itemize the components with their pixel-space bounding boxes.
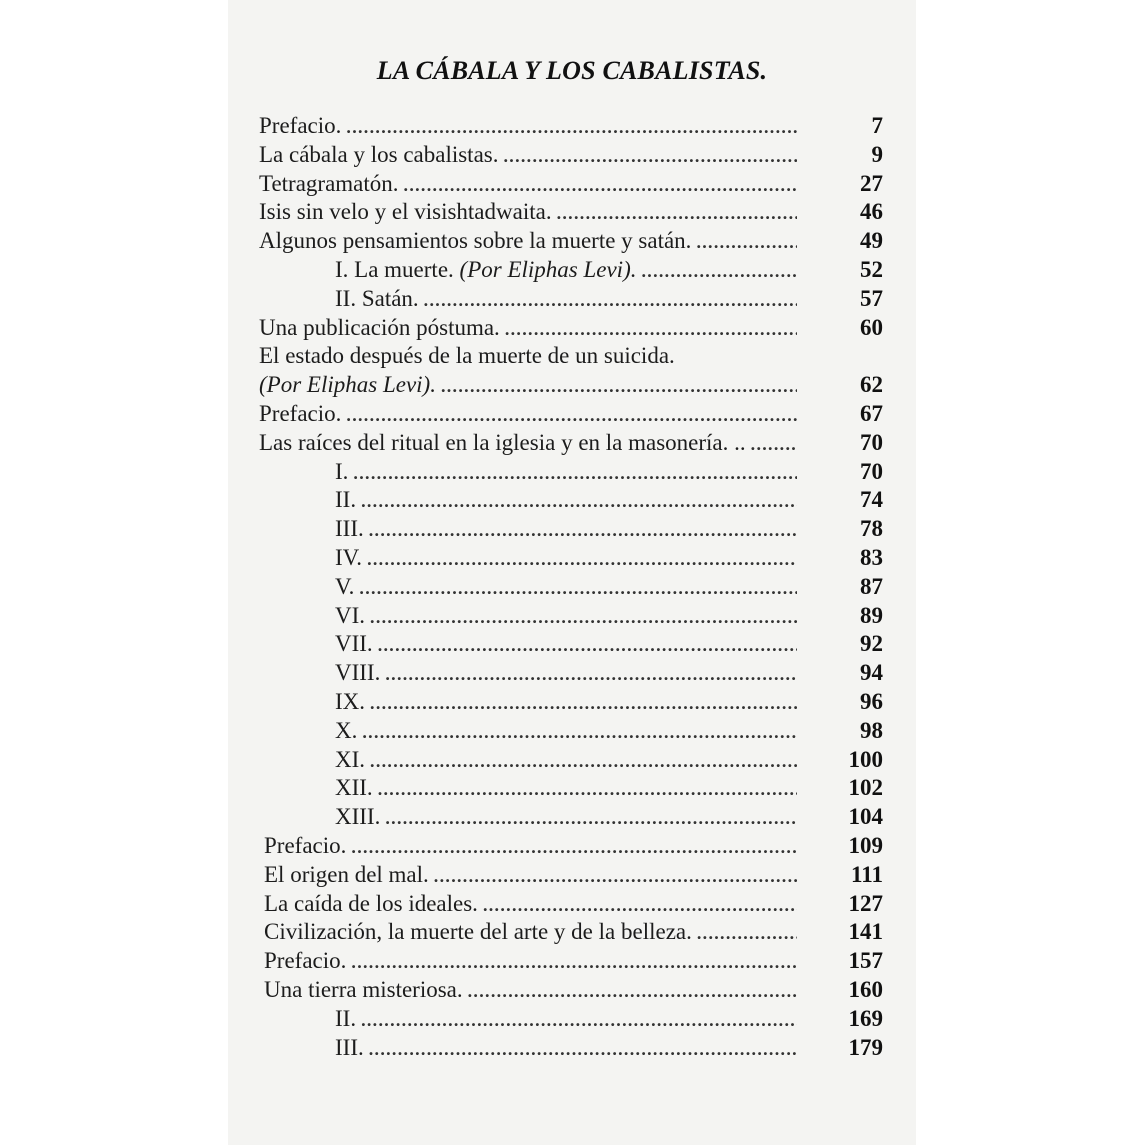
toc-entry-author: (Por Eliphas Levi).	[259, 372, 436, 397]
toc-entry-label: III.	[335, 1035, 364, 1060]
toc-entry-label: X.	[335, 718, 358, 743]
page-title: LA CÁBALA Y LOS CABALISTAS.	[376, 56, 768, 85]
toc-entry[interactable]	[335, 574, 883, 604]
toc-entry[interactable]	[335, 459, 883, 489]
toc-entry[interactable]	[259, 199, 883, 229]
toc-entry[interactable]	[264, 919, 883, 949]
dot-leader	[424, 290, 797, 311]
toc-entry[interactable]	[335, 660, 883, 690]
toc-entry-label: XI.	[335, 747, 366, 772]
dot-leader	[483, 895, 797, 916]
toc-entry-label: Prefacio.	[259, 401, 342, 426]
toc-entry-label: II.	[335, 487, 357, 512]
dot-leader	[378, 635, 797, 656]
toc-page-number: 9	[871, 142, 883, 167]
toc-page-number: 100	[848, 747, 883, 772]
toc-entry-label: VIII.	[335, 660, 381, 685]
toc-page-number: 70	[860, 430, 883, 455]
toc-page-number: 78	[860, 516, 883, 541]
toc-entry-label: La caída de los ideales.	[264, 891, 478, 916]
toc-page-number: 94	[860, 660, 883, 685]
dot-leader	[361, 491, 797, 512]
toc-entry-label: Prefacio.	[264, 833, 347, 858]
dot-leader	[503, 146, 797, 167]
toc-entry-label: Prefacio.	[264, 948, 347, 973]
toc-entry-label: VII.	[335, 631, 373, 656]
toc-entry-label: II. Satán.	[335, 286, 419, 311]
toc-page-number: 141	[848, 919, 883, 944]
toc-page-number: 83	[860, 545, 883, 570]
toc-entry[interactable]	[259, 113, 883, 143]
toc-entry-label: II.	[335, 1006, 357, 1031]
toc-entry[interactable]	[259, 401, 883, 431]
toc-entry[interactable]	[335, 1006, 883, 1036]
dot-leader	[369, 520, 797, 541]
toc-page-number: 67	[860, 401, 883, 426]
toc-entry[interactable]	[259, 315, 883, 345]
dot-leader	[385, 664, 797, 685]
toc-page-number: 96	[860, 689, 883, 714]
dot-leader	[359, 578, 797, 599]
toc-page-number: 62	[860, 372, 883, 397]
dot-leader	[351, 952, 797, 973]
toc-page-number: 27	[860, 171, 883, 196]
toc-entry[interactable]	[264, 891, 883, 921]
dot-leader	[346, 117, 797, 138]
toc-entry[interactable]	[335, 516, 883, 546]
dot-leader	[557, 203, 797, 224]
toc-entry-author: (Por Eliphas Levi).	[459, 257, 637, 282]
toc-entry-label: Civilización, la muerte del arte y de la belleza.	[264, 919, 692, 944]
toc-entry-label: Tetragramatón.	[259, 171, 399, 196]
toc-entry-label: El origen del mal.	[264, 862, 429, 887]
toc-entry[interactable]	[335, 603, 883, 633]
toc-page-number: 109	[848, 833, 883, 858]
toc-page-number: 89	[860, 603, 883, 628]
dot-leader	[367, 549, 797, 570]
toc-entry-label: IV.	[335, 545, 363, 570]
dot-leader	[346, 405, 797, 426]
toc-page-number: 179	[848, 1035, 883, 1060]
toc-entry[interactable]	[335, 1035, 883, 1065]
dot-leader	[362, 722, 797, 743]
toc-entry[interactable]	[259, 430, 883, 460]
toc-entry[interactable]	[259, 142, 883, 172]
dot-leader	[370, 751, 797, 772]
toc-entry[interactable]	[259, 372, 883, 402]
dot-leader	[696, 232, 797, 253]
toc-entry-label: Una publicación póstuma.	[259, 315, 500, 340]
dot-leader	[505, 319, 797, 340]
dot-leader	[434, 866, 797, 887]
toc-entry[interactable]	[335, 718, 883, 748]
toc-entry-label: Algunos pensamientos sobre la muerte y satán.	[259, 228, 692, 253]
toc-entry[interactable]	[335, 775, 883, 805]
toc-entry[interactable]	[264, 948, 883, 978]
dot-leader	[404, 175, 797, 196]
toc-entry-label: I. La muerte. (Por Eliphas Levi).	[335, 257, 637, 282]
toc-page-number: 157	[848, 948, 883, 973]
toc-page-number: 127	[848, 891, 883, 916]
toc-entry-label: Prefacio.	[259, 113, 342, 138]
toc-page-number: 160	[848, 977, 883, 1002]
dot-leader	[353, 463, 797, 484]
toc-entry[interactable]	[335, 631, 883, 661]
dot-leader	[351, 837, 797, 858]
toc-entry[interactable]	[335, 804, 883, 834]
dot-leader	[385, 808, 797, 829]
toc-entry[interactable]	[259, 228, 883, 258]
toc-page-number: 7	[871, 113, 883, 138]
toc-entry-label: III.	[335, 516, 364, 541]
dot-leader	[378, 779, 797, 800]
dot-leader	[370, 693, 797, 714]
toc-entry-label: Las raíces del ritual en la iglesia y en la masonería. ..	[259, 430, 746, 455]
toc-page-number: 74	[860, 487, 883, 512]
toc-entry[interactable]	[335, 747, 883, 777]
toc-page-number: 52	[860, 257, 883, 282]
toc-entry-label: Una tierra misteriosa.	[264, 977, 463, 1002]
dot-leader	[441, 376, 797, 397]
toc-entry-label: I.	[335, 459, 349, 484]
toc-entry-label: VI.	[335, 603, 366, 628]
dot-leader	[370, 607, 797, 628]
toc-entry-label: IX.	[335, 689, 366, 714]
toc-entry[interactable]	[259, 171, 883, 201]
toc-page-number: 57	[860, 286, 883, 311]
toc-entry[interactable]	[264, 833, 883, 863]
toc-page-number: 49	[860, 228, 883, 253]
toc-page-number: 87	[860, 574, 883, 599]
toc-page-number: 46	[860, 199, 883, 224]
toc-entry-label: Isis sin velo y el visishtadwaita.	[259, 199, 552, 224]
toc-page-number: 104	[848, 804, 883, 829]
toc-entry[interactable]	[264, 862, 883, 892]
toc-page-number: 92	[860, 631, 883, 656]
toc-entry-label: El estado después de la muerte de un suicida.	[259, 343, 675, 368]
toc-entry-label: XII.	[335, 775, 373, 800]
dot-leader	[641, 261, 797, 282]
toc-entry-label	[259, 372, 436, 398]
toc-page-number: 70	[860, 459, 883, 484]
toc-entry[interactable]	[335, 689, 883, 719]
toc-entry-label: XIII.	[335, 804, 381, 829]
dot-leader	[697, 923, 797, 944]
toc-page-number: 60	[860, 315, 883, 340]
toc-page-number: 169	[848, 1006, 883, 1031]
dot-leader	[361, 1010, 797, 1031]
toc-entry[interactable]	[264, 977, 883, 1007]
toc-entry[interactable]	[335, 487, 883, 517]
toc-entry[interactable]	[335, 545, 883, 575]
toc-page-number: 102	[848, 775, 883, 800]
toc-entry[interactable]	[335, 286, 883, 316]
dot-leader	[369, 1039, 797, 1060]
toc-entry-label: La cábala y los cabalistas.	[259, 142, 499, 167]
toc-page-number: 98	[860, 718, 883, 743]
toc-entry-label: V.	[335, 574, 355, 599]
dot-leader	[468, 981, 797, 1002]
toc-page-number: 111	[851, 862, 883, 887]
toc-entry[interactable]	[335, 257, 883, 287]
dot-leader	[751, 434, 797, 455]
